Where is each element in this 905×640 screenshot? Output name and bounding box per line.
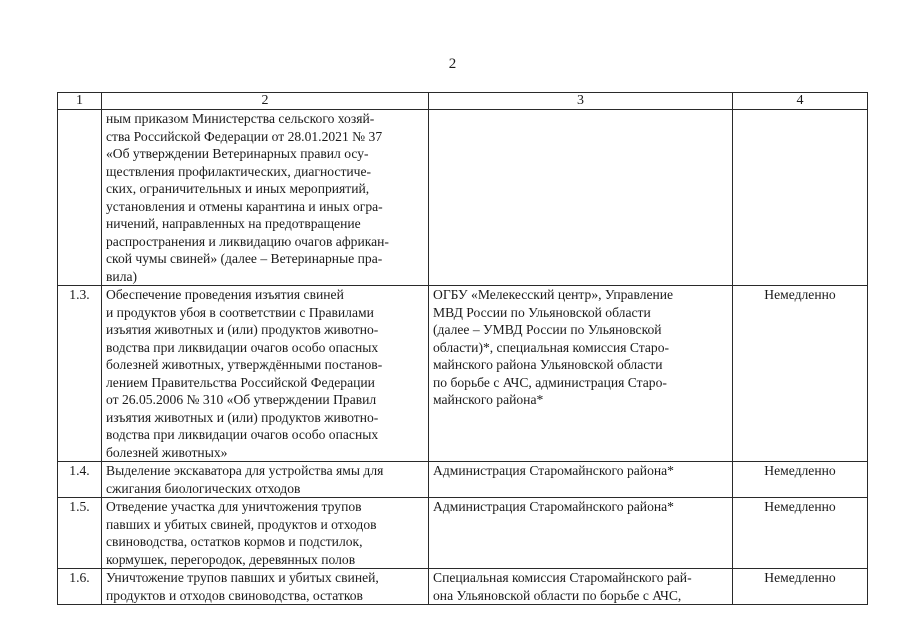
measure-description-line: водства при ликвидации очагов особо опасных — [106, 427, 379, 442]
measure-description-line: распространения и ликвидацию очагов африкан- — [106, 233, 389, 249]
measure-description-line: Уничтожение трупов павших и убитых свиней, — [106, 570, 379, 585]
measure-description-line: Выделение экскаватора для устройства ямы для — [106, 463, 384, 478]
responsible-executors-line: она Ульяновской области по борьбе с АЧС, — [433, 587, 682, 603]
measure-description — [102, 569, 429, 605]
measures-table — [57, 92, 868, 605]
measure-description — [102, 286, 429, 462]
table-row — [58, 462, 868, 498]
responsible-executors — [429, 286, 733, 462]
measure-description — [102, 462, 429, 498]
measure-description-line: ным приказом Министерства сельского хозяй- — [106, 111, 375, 126]
header-col-1: 1 — [58, 93, 102, 110]
measure-description-line: свиноводства, остатков кормов и подстилок, — [106, 534, 363, 549]
table-row — [58, 286, 868, 462]
measure-description-line: от 26.05.2006 № 310 «Об утверждении Правил — [106, 392, 377, 407]
row-number: 1.5. — [58, 498, 102, 569]
responsible-executors-line: по борьбе с АЧС, администрация Старо- — [433, 374, 667, 390]
measure-description-line: вила) — [106, 268, 138, 284]
measure-description-line: изъятия животных и (или) продуктов животно- — [106, 322, 379, 337]
deadline — [733, 110, 868, 286]
row-number — [58, 110, 102, 286]
measure-description-line: продуктов и отходов свиноводства, остатков — [106, 587, 363, 603]
header-col-3: 3 — [429, 93, 733, 110]
measure-description-line: лением Правительства Российской Федерации — [106, 374, 375, 390]
table-header-row — [58, 93, 868, 110]
measure-description-line: болезней животных, утверждёнными постанов- — [106, 357, 383, 372]
responsible-executors-line: майнского района* — [433, 392, 544, 407]
measure-description-line: изъятия животных и (или) продуктов животно- — [106, 409, 379, 425]
measure-description-line: Отведение участка для уничтожения трупов — [106, 499, 362, 514]
measure-description-line: «Об утверждении Ветеринарных правил осу- — [106, 146, 369, 161]
deadline: Немедленно — [733, 462, 868, 498]
page-number: 2 — [448, 56, 457, 72]
row-number: 1.4. — [58, 462, 102, 498]
measure-description-line: и продуктов убоя в соответствии с Правилами — [106, 304, 374, 320]
measure-description-line: павших и убитых свиней, продуктов и отходов — [106, 516, 377, 532]
responsible-executors-line: Специальная комиссия Старомайнского рай- — [433, 570, 692, 585]
responsible-executors-line: МВД России по Ульяновской области — [433, 304, 651, 320]
responsible-executors-line: области)*, специальная комиссия Старо- — [433, 339, 670, 355]
measure-description — [102, 498, 429, 569]
row-number: 1.6. — [58, 569, 102, 605]
responsible-executors — [429, 498, 733, 569]
responsible-executors-line: майнского района Ульяновской области — [433, 357, 663, 372]
measure-description-line: сжигания биологических отходов — [106, 480, 301, 496]
table-row — [58, 498, 868, 569]
measure-description-line: болезней животных» — [106, 444, 228, 460]
deadline: Немедленно — [733, 569, 868, 605]
table-row — [58, 569, 868, 605]
table-body — [58, 93, 868, 605]
header-col-4: 4 — [733, 93, 868, 110]
header-col-2: 2 — [102, 93, 429, 110]
deadline: Немедленно — [733, 498, 868, 569]
responsible-executors-line: (далее – УМВД России по Ульяновской — [433, 322, 662, 337]
measure-description-line: ских, ограничительных и иных мероприятий, — [106, 181, 370, 196]
row-number: 1.3. — [58, 286, 102, 462]
table-row — [58, 110, 868, 286]
measure-description-line: Обеспечение проведения изъятия свиней — [106, 287, 344, 302]
measure-description-line: водства при ликвидации очагов особо опасных — [106, 339, 379, 355]
measure-description — [102, 110, 429, 286]
responsible-executors — [429, 462, 733, 498]
measure-description-line: ществления профилактических, диагностиче- — [106, 163, 372, 179]
measure-description-line: установления и отмены карантина и иных огра- — [106, 198, 383, 214]
responsible-executors-line: ОГБУ «Мелекесский центр», Управление — [433, 287, 674, 302]
measure-description-line: ства Российской Федерации от 28.01.2021 № 37 — [106, 128, 383, 144]
responsible-executors — [429, 110, 733, 286]
responsible-executors-line: Администрация Старомайнского района* — [433, 499, 674, 514]
measure-description-line: кормушек, перегородок, деревянных полов — [106, 551, 356, 567]
responsible-executors — [429, 569, 733, 605]
measure-description-line: ской чумы свиней» (далее – Ветеринарные пра- — [106, 251, 383, 266]
measure-description-line: ничений, направленных на предотвращение — [106, 216, 361, 231]
deadline: Немедленно — [733, 286, 868, 462]
responsible-executors-line: Администрация Старомайнского района* — [433, 463, 674, 478]
